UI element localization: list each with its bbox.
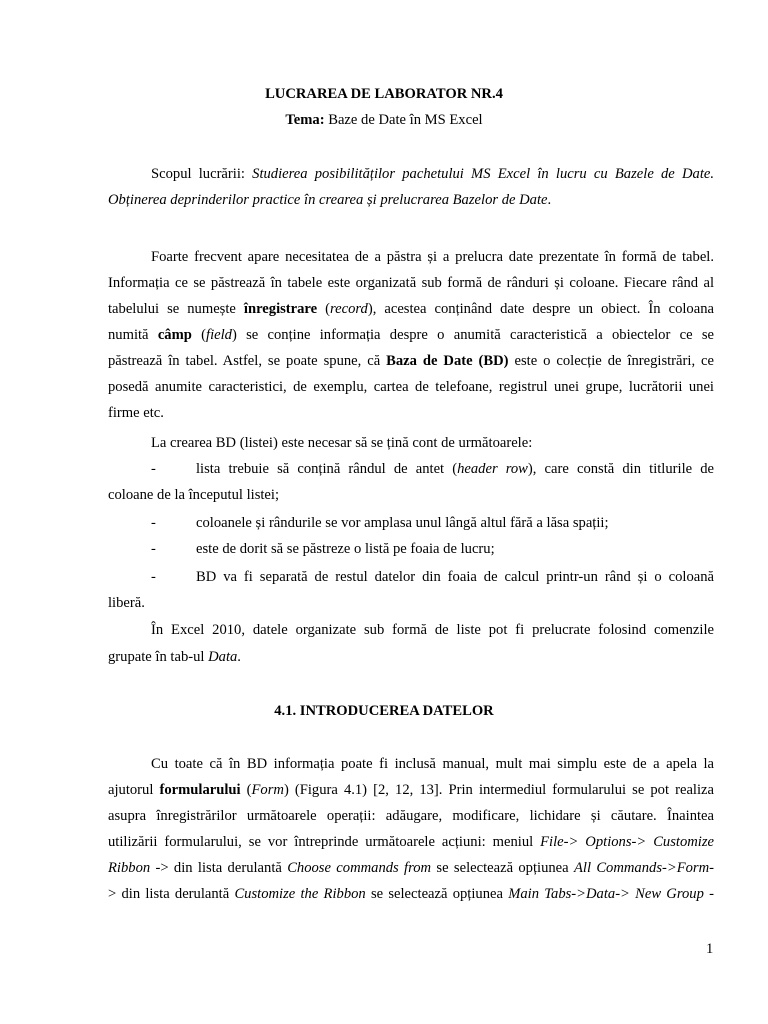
page-title: LUCRAREA DE LABORATOR NR.4 — [265, 86, 503, 102]
para4-line-3: asupra înregistrărilor următoarele operații: adăugare, modificare, lichidare și căutare. Înaintea — [108, 808, 714, 824]
para1-line-1: Foarte frecvent apare necesitatea de a păstra și a prelucra date prezentate în formă de tabel. — [151, 249, 714, 265]
para2-line: La crearea BD (listei) este necesar să se țină cont de următoarele: — [151, 435, 533, 451]
para1-line-3: tabelului se numește înregistrare (record), acestea conținând date despre un obiect. În coloana — [108, 301, 714, 317]
para4-line-4: utilizării formularului, se vor întreprinde următoarele acțiuni: meniul File-> Options-> Customize — [108, 834, 715, 850]
purpose-line-2: Obținerea deprinderilor practice în crearea și prelucrarea Bazelor de Date. — [108, 192, 552, 208]
para1-line-5: păstrează în tabel. Astfel, se poate spune, că Baza de Date (BD) este o colecție de înregistrări, ce — [108, 353, 714, 369]
para1-line-4: numită câmp (field) se conține informația despre o anumită caracteristică a obiectelor ce se — [108, 327, 714, 343]
para3-line-2: grupate în tab-ul Data. — [108, 649, 241, 665]
para1-line-6: posedă anumite caracteristici, de exemplu, cartea de telefoane, registrul unei grupe, lucrătorii unei — [108, 379, 714, 395]
page-number: 1 — [706, 941, 714, 957]
bullet-dash: - — [151, 541, 156, 557]
bullet-1: lista trebuie să conțină rândul de antet (header row), care constă din titlurile de — [196, 461, 714, 477]
bullet-1-cont: coloane de la începutul listei; — [108, 487, 280, 503]
purpose-line-1: Scopul lucrării: Studierea posibilităților pachetului MS Excel în lucru cu Bazele de Date. — [151, 166, 715, 182]
para4-line-6: > din lista derulantă Customize the Ribbon se selectează opțiunea Main Tabs->Data-> New Group - — [108, 886, 714, 902]
para3-line-1: În Excel 2010, datele organizate sub formă de liste pot fi prelucrate folosind comenzile — [151, 622, 714, 638]
bullet-dash: - — [151, 461, 156, 477]
para4-line-2: ajutorul formularului (Form) (Figura 4.1) [2, 12, 13]. Prin intermediul formularului se pot realiza — [108, 782, 714, 798]
subject-line: Tema: Baze de Date în MS Excel — [285, 112, 483, 128]
para4-line-1: Cu toate că în BD informația poate fi inclusă manual, mult mai simplu este de a apela la — [151, 756, 714, 772]
para1-line-2: Informația ce se păstrează în tabele este organizată sub formă de rânduri și coloane. Fiecare rând al — [108, 275, 714, 291]
bullet-4-cont: liberă. — [108, 595, 145, 611]
para4-line-5: Ribbon -> din lista derulantă Choose commands from se selectează opțiunea All Commands->Form- — [108, 860, 715, 876]
bullet-4: BD va fi separată de restul datelor din foaia de calcul printr-un rând și o coloană — [196, 569, 714, 585]
para1-line-7: firme etc. — [108, 405, 164, 421]
bullet-3: este de dorit să se păstreze o listă pe foaia de lucru; — [196, 541, 495, 557]
bullet-2: coloanele și rândurile se vor amplasa unul lângă altul fără a lăsa spații; — [196, 515, 609, 531]
section-heading: 4.1. INTRODUCEREA DATELOR — [274, 703, 494, 719]
bullet-dash: - — [151, 515, 156, 531]
bullet-dash: - — [151, 569, 156, 585]
